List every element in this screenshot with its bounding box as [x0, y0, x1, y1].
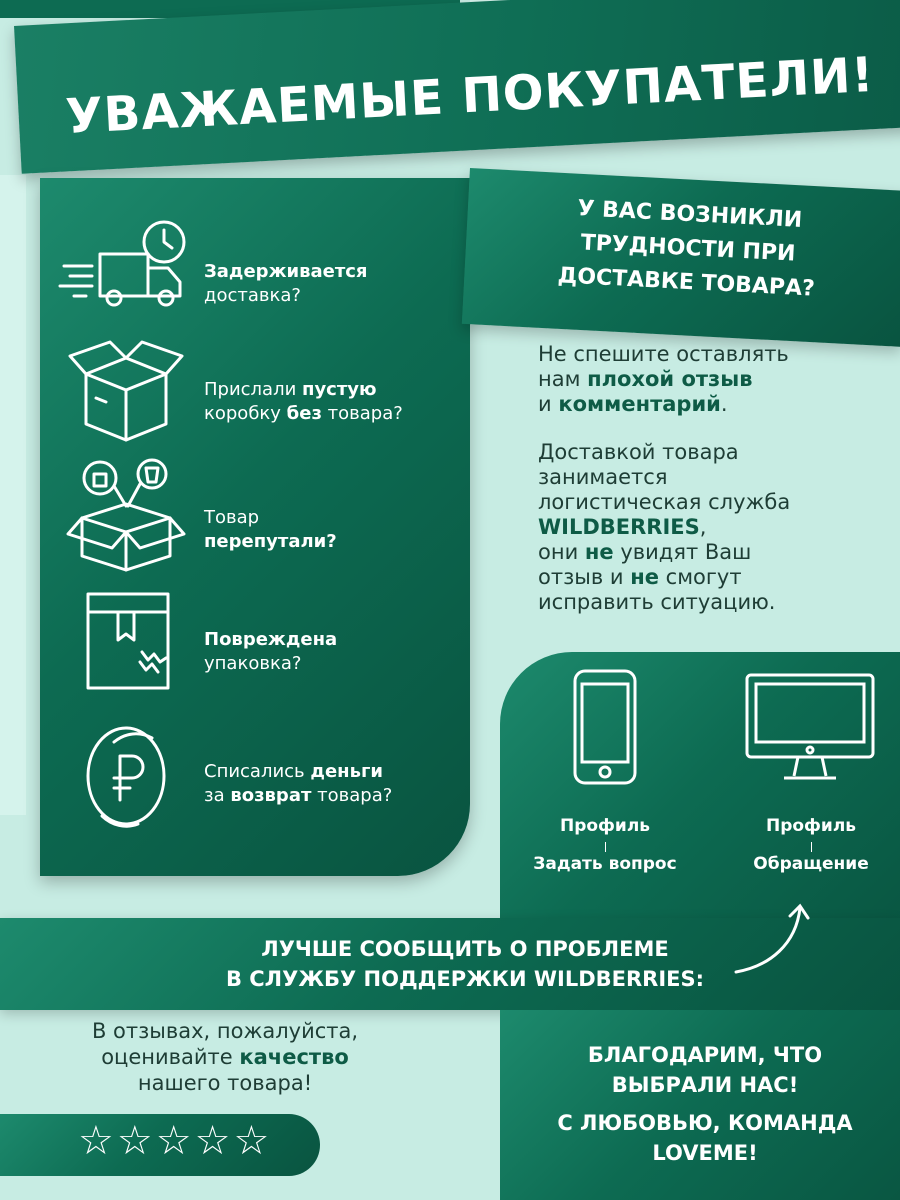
contact-phone-top: Профиль: [559, 816, 651, 836]
issue-damaged-line2: упаковка?: [204, 653, 302, 674]
issue-wrong-item: [40, 456, 470, 566]
thanks-panel: [500, 1010, 900, 1200]
issue-damaged-line1: Повреждена: [204, 629, 338, 650]
issue-wrong-line2: перепутали?: [204, 531, 337, 552]
contact-desktop-bottom: Обращение: [753, 854, 869, 874]
desktop-monitor-icon: [744, 672, 876, 782]
warning-paragraph: Не спешите оставлять нам плохой отзыв и комментарий.: [538, 342, 789, 416]
smartphone-icon: [572, 668, 638, 786]
contact-phone-divider: [605, 842, 606, 852]
support-message: ЛУЧШЕ СООБЩИТЬ О ПРОБЛЕМЕ В СЛУЖБУ ПОДДЕРЖКИ WILDBERRIES:: [225, 937, 705, 991]
review-request: В отзывах, пожалуйста, оценивайте качество нашего товара!: [91, 1019, 359, 1095]
issue-empty-box: [40, 328, 470, 438]
issue-empty-line1: Прислали пустую: [204, 379, 377, 400]
contact-desktop-top: Профиль: [765, 816, 857, 836]
issue-wrong-line1: Товар: [204, 507, 260, 528]
difficulty-title: У ВАС ВОЗНИКЛИ ТРУДНОСТИ ПРИ ДОСТАВКЕ ТОВАРА?: [557, 196, 816, 302]
issue-money-line2: за возврат товара?: [204, 785, 393, 806]
signature-message: С ЛЮБОВЬЮ, КОМАНДА LOVEME!: [557, 1111, 853, 1165]
curved-arrow-icon: [730, 900, 810, 980]
logistics-paragraph: Доставкой товара занимается логистическая служба WILDBERRIES, они не увидят Ваш отзыв и не смогут исправить ситуацию.: [538, 440, 791, 614]
page-title: УВАЖАЕМЫЕ ПОКУПАТЕЛИ!: [64, 46, 876, 146]
contact-desktop-divider: [811, 842, 812, 852]
damaged-box-icon: [56, 588, 196, 698]
wrong-items-box-icon: [56, 456, 196, 576]
issue-delivery-line1: Задерживается: [204, 261, 368, 282]
bg-tile-left-edge: [0, 175, 26, 815]
thanks-message: БЛАГОДАРИМ, ЧТО ВЫБРАЛИ НАС!: [587, 1043, 823, 1097]
issue-delivery-delay: [40, 214, 470, 324]
delivery-truck-clock-icon: [56, 214, 196, 314]
rating-stars[interactable]: ☆☆☆☆☆: [78, 1118, 273, 1164]
issue-empty-line2: коробку без товара?: [204, 403, 403, 424]
open-box-icon: [56, 328, 196, 448]
issue-money-charged: [40, 720, 470, 830]
issues-panel: [40, 178, 470, 876]
issue-delivery-line2: доставка?: [204, 285, 301, 306]
ruble-coin-icon: [56, 720, 196, 830]
issue-damaged-package: [40, 588, 470, 698]
issue-money-line1: Списались деньги: [204, 761, 383, 782]
contact-phone-bottom: Задать вопрос: [533, 854, 677, 874]
